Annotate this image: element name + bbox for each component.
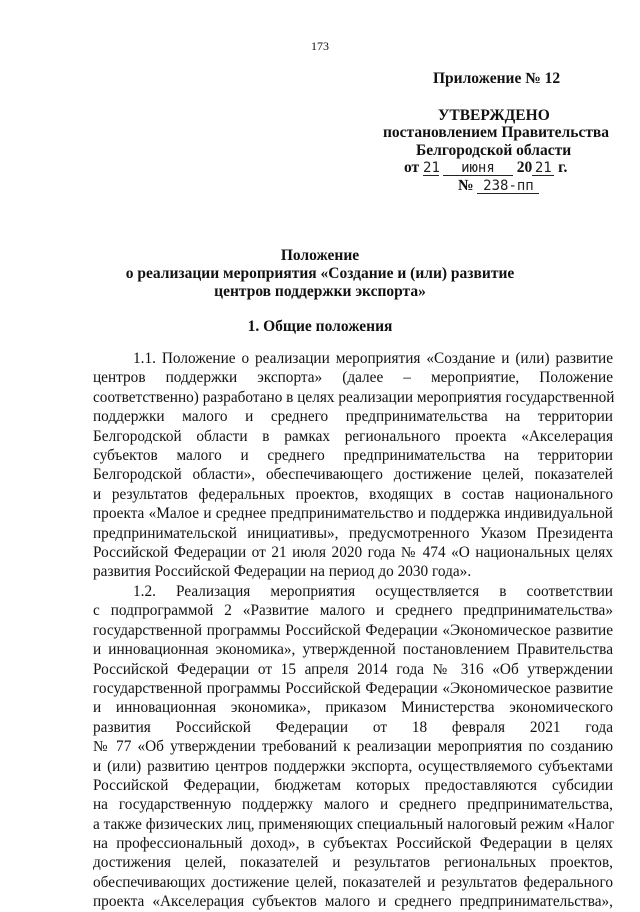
text-line: субъектов малого и среднего предпринимательства на территории <box>93 446 613 464</box>
number-handwritten: 238-пп <box>477 179 539 194</box>
date-month-handwritten: июня <box>443 161 513 176</box>
text-line: центров поддержки экспорта» (далее – мероприятие, Положение <box>93 369 613 387</box>
approved-by-line1: постановлением Правительства <box>383 124 610 141</box>
approval-number-line <box>458 177 539 195</box>
text-line: развития Российской Федерации на период до 2030 года». <box>93 563 472 581</box>
paragraph-1-1 <box>93 349 613 582</box>
text-line: обеспечивающих достижение целей, показателей и результатов федерального <box>93 873 613 891</box>
text-line: а также физических лиц, применяющих специальный налоговый режим «Налог <box>93 815 615 833</box>
text-line: Белгородской области в рамках регионального проекта «Акселерация <box>93 427 613 445</box>
text-line: развития Российской Федерации от 18 февраля 2021 года <box>93 718 613 736</box>
text-line: соответственно) разработано в целях реализации мероприятия государственной <box>93 388 615 406</box>
paragraph-1-2 <box>93 582 613 912</box>
text-line: достижения целей, показателей и результатов региональных проектов, <box>93 854 613 872</box>
date-prefix: от <box>404 159 420 176</box>
date-day-handwritten: 21 <box>423 160 440 176</box>
text-line: на профессиональный доход», в субъектах Российской Федерации в целях <box>93 835 613 853</box>
approved-by-line2: Белгородской области <box>416 142 572 159</box>
text-line: государственной программы Российской Федерации «Экономическое развитие <box>93 679 613 697</box>
text-line: и инновационная экономика», утвержденной постановлением Правительства <box>93 641 613 659</box>
text-line: Российской Федерации от 15 апреля 2014 года № 316 «Об утверждении <box>93 660 613 678</box>
approval-date-line <box>404 159 567 177</box>
title-line2: о реализации мероприятия «Создание и (или) развитие <box>125 265 515 282</box>
year-suffix-handwritten: 21 <box>532 161 554 176</box>
text-line: Белгородской области», обеспечивающего достижение целей, показателей <box>93 466 613 484</box>
text-line: и результатов федеральных проектов, входящих в состав национального <box>93 485 613 503</box>
text-line: поддержки малого и среднего предпринимательства на территории <box>93 408 613 426</box>
text-line: Российской Федерации, бюджетам которых предоставляются субсидии <box>93 776 613 794</box>
text-line: проекта «Малое и среднее предпринимательство и поддержка индивидуальной <box>93 505 613 523</box>
year-end: г. <box>558 159 568 176</box>
text-line: Российской Федерации от 21 июля 2020 года № 474 «О национальных целях <box>93 543 613 561</box>
text-line: 1.2. Реализация мероприятия осуществляется в соответствии <box>133 583 613 600</box>
approved-stamp-label: УТВЕРЖДЕНО <box>438 107 550 124</box>
page-number: 173 <box>311 39 329 53</box>
text-line: 1.1. Положение о реализации мероприятия «Создание и (или) развитие <box>133 350 613 367</box>
text-line: государственной программы Российской Федерации «Экономическое развитие <box>93 621 613 639</box>
text-line: и (или) развитию центров поддержки экспорта, осуществляемого субъектами <box>93 757 613 775</box>
year-prefix: 20 <box>516 159 533 176</box>
text-line: предпринимательской инициативы», предусмотренного Указом Президента <box>93 524 613 542</box>
text-line: на государственную поддержку малого и среднего предпринимательства, <box>93 796 613 814</box>
number-prefix: № <box>458 177 474 194</box>
title-line1: Положение <box>280 247 360 264</box>
text-line: и инновационная экономика», приказом Министерства экономического <box>93 699 613 717</box>
appendix-label: Приложение № 12 <box>433 70 561 87</box>
text-line: с подпрограммой 2 «Развитие малого и среднего предпринимательства» <box>93 602 613 620</box>
text-line: проекта «Акселерация субъектов малого и среднего предпринимательства», <box>93 893 613 911</box>
title-line3: центров поддержки экспорта» <box>214 283 426 300</box>
section-heading: 1. Общие положения <box>247 318 393 335</box>
text-line: № 77 «Об утверждении требований к реализации мероприятия по созданию <box>93 738 613 756</box>
